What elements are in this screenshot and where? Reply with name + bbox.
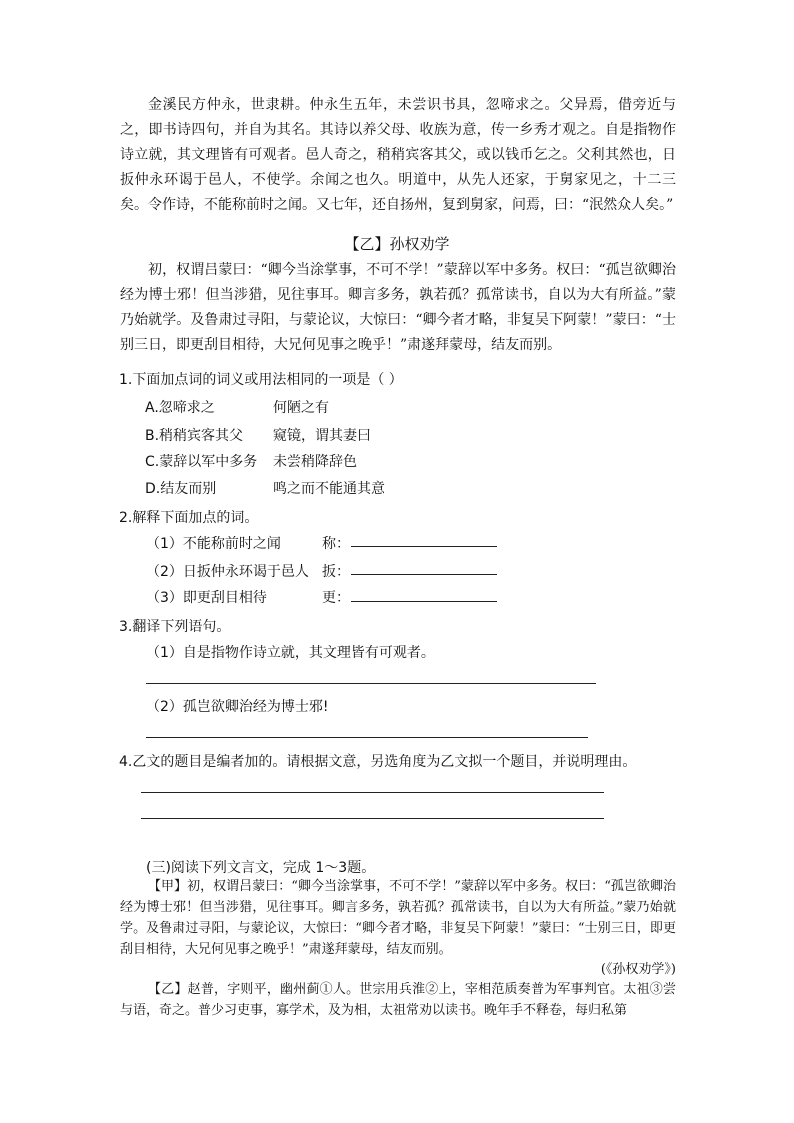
q2-item-2-answer-blank[interactable]: [351, 574, 497, 575]
q3-item-2: （2）孤岂欲卿治经为博士邪!: [146, 699, 329, 715]
q4-answer-line-1[interactable]: [141, 792, 604, 793]
q2-item-3: （3）即更刮目相待: [146, 590, 267, 606]
q2-item-3-word: 更：: [322, 590, 350, 606]
q1-option-a-compare: 何陋之有: [273, 400, 329, 416]
q1-option-b-compare: 窥镜，谓其妻曰: [273, 428, 371, 444]
q2-item-3-answer-blank[interactable]: [351, 601, 497, 602]
q2-item-1-word: 称：: [322, 536, 350, 552]
q1-option-a: A.忽啼求之: [145, 400, 215, 416]
q3-item-2-answer-line[interactable]: [146, 737, 588, 738]
section-3-passage-yi: 【乙】赵普，字则平，幽州蓟①人。世宗用兵淮②上，宰相范质奏普为军事判官。太祖③尝与语，奇之。普少习吏事，寡学术，及为相，太祖常劝以读书。晚年手不释卷，每归私第: [120, 982, 676, 1018]
q3-item-1-answer-line[interactable]: [146, 683, 596, 684]
q2-item-2: （2）日扳仲永环谒于邑人: [146, 564, 309, 580]
question-1-stem: 1.下面加点词的词义或用法相同的一项是（ ）: [119, 372, 403, 388]
q2-item-2-word: 扳：: [322, 564, 350, 580]
section-3-passage-jia: 【甲】初，权谓吕蒙曰：“卿今当涂掌事，不可不学！”蒙辞以军中多务。权曰：“孤岂欲卿治经为博士邪！但当涉猎，见往事耳。卿言多务，孰若孤？孤常读书，自以为大有所益。”蒙乃始就学。及鲁肃过寻阳，与蒙论议，大惊曰：“卿今者才略，非复吴下阿蒙！”蒙曰：“士别三日，即更刮目相待，大兄何见事之晚乎！”肃遂拜蒙母，结友而别。: [120, 879, 676, 957]
passage-yi-title: 【乙】孙权劝学: [344, 235, 450, 253]
q1-option-c: C.蒙辞以军中多务: [145, 454, 258, 470]
q3-item-1: （1）自是指物作诗立就，其文理皆有可观者。: [146, 645, 435, 661]
q1-option-b: B.稍稍宾客其父: [145, 428, 244, 444]
q2-item-1: （1）不能称前时之闻: [146, 536, 281, 552]
q2-item-1-answer-blank[interactable]: [351, 546, 497, 547]
passage-yi-text: 初，权谓吕蒙曰：“卿今当涂掌事，不可不学！”蒙辞以军中多务。权曰：“孤岂欲卿治经为博士邪！但当涉猎，见往事耳。卿言多务，孰若孤？孤常读书，自以为大有所益。”蒙乃始就学。及鲁肃过寻阳，与蒙论议，大惊曰：“卿今者才略，非复吴下阿蒙！”蒙曰：“士别三日，即更刮目相待，大兄何见事之晚乎！”肃遂拜蒙母，结友而别。: [120, 262, 676, 353]
question-4-stem: 4.乙文的题目是编者加的。请根据文意，另选角度为乙文拟一个题目，并说明理由。: [119, 754, 637, 770]
question-3-stem: 3.翻译下列语句。: [119, 619, 231, 635]
q1-option-d-compare: 鸣之而不能通其意: [273, 481, 385, 497]
passage-jia-text: 金溪民方仲永，世隶耕。仲永生五年，未尝识书具，忽啼求之。父异焉，借旁近与之，即书诗四句，并自为其名。其诗以养父母、收族为意，传一乡秀才观之。自是指物作诗立就，其文理皆有可观者。邑人奇之，稍稍宾客其父，或以钱币乞之。父利其然也，日扳仲永环谒于邑人，不使学。余闻之也久。明道中，从先人还家，于舅家见之，十二三矣。令作诗，不能称前时之闻。又七年，还自扬州，复到舅家，问焉，曰：“泯然众人矣。”: [120, 97, 676, 213]
q1-option-c-compare: 未尝稍降辞色: [273, 454, 357, 470]
question-2-stem: 2.解释下面加点的词。: [119, 510, 259, 526]
q1-option-d: D.结友而别: [145, 481, 217, 497]
section-3-source: (《孙权劝学》): [600, 962, 676, 977]
section-3-heading: (三)阅读下列文言文，完成 1～3题。: [146, 860, 376, 876]
q4-answer-line-2[interactable]: [141, 818, 604, 819]
